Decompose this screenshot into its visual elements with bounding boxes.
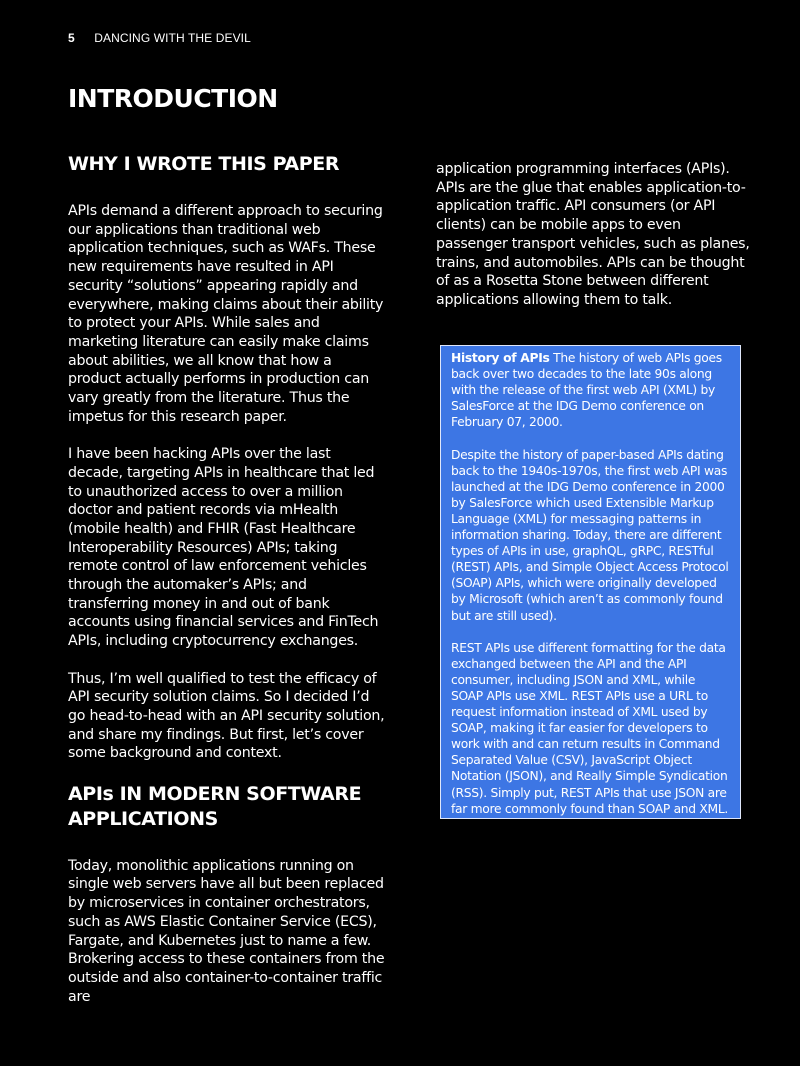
paragraph: application programming interfaces (APIs). APIs are the glue that enables application-to-application traffic. API consumers (or API clients) can be mobile apps to even passenger transport vehicles, such as planes, trains, and automobiles. APIs can be thought of as a Rosetta Stone between different applications allowing them to talk. [436, 161, 750, 308]
running-title: DANCING WITH THE DEVIL [94, 31, 251, 45]
paragraph: Thus, I’m well qualified to test the efficacy of API security solution claims. So I decided I’d go head-to-head with an API security solution, and share my findings. But first, let’s cover some background and context. [68, 670, 385, 762]
right-column [436, 152, 754, 328]
heading-apis-in-modern-software: APIs IN MODERN SOFTWARE APPLICATIONS [68, 782, 362, 830]
left-column [68, 152, 386, 1025]
sidebar-paragraph: REST APIs use different formatting for the data exchanged between the API and the API consumer, including JSON and XML, while SOAP APIs use XML. REST APIs use a URL to request information instead of XML used by SOAP, making it far easier for developers to work with and can return results in Command Separated Value (CSV), JavaScript Object Notation (JSON), and Really Simple Syndication (RSS). Simply put, REST APIs that use JSON are far more commonly found than SOAP and XML. [451, 640, 729, 816]
sidebar-intro-text: The history of web APIs goes back over two decades to the late 90s along with the release of the first web API (XML) by SalesForce at the IDG Demo conference on February 07, 2000. [451, 351, 722, 430]
sidebar-intro [451, 350, 730, 430]
sidebar-title: History of APIs [451, 351, 550, 365]
section-title: INTRODUCTION [68, 84, 278, 113]
page-number: 5 [68, 31, 75, 45]
history-of-apis-sidebar [440, 345, 741, 819]
sidebar-paragraph: Despite the history of paper-based APIs dating back to the 1940s-1970s, the first web API was launched at the IDG Demo conference in 2000 by SalesForce which used Extensible Markup Language (XML) for messaging patterns in information sharing. Today, there are different types of APIs in use, graphQL, gRPC, RESTful (REST) APIs, and Simple Object Access Protocol (SOAP) APIs, which were originally developed by Microsoft (which aren’t as commonly found but are still used). [451, 447, 729, 623]
running-header [68, 31, 251, 45]
paragraph: APIs demand a different approach to securing our applications than traditional web application techniques, such as WAFs. These new requirements have resulted in API security “solutions” appearing rapidly and everywhere, making claims about their ability to protect your APIs. While sales and marketing literature can easily make claims about abilities, we all know that how a product actually performs in production can vary greatly from the literature. Thus the impetus for this research paper. [68, 203, 384, 425]
heading-why-i-wrote: WHY I WROTE THIS PAPER [68, 153, 340, 175]
paragraph: Today, monolithic applications running on single web servers have all but been replaced by microservices in container orchestrators, such as AWS Elastic Container Service (ECS), Fargate, and Kubernetes just to name a few. Brokering access to these containers from the outside and also container-to-container traffic are [68, 857, 385, 1005]
paragraph: I have been hacking APIs over the last decade, targeting APIs in healthcare that led to unauthorized access to over a million doctor and patient records via mHealth (mobile health) and FHIR (Fast Healthcare Interoperability Resources) APIs; taking remote control of law enforcement vehicles through the automaker’s APIs; and transferring money in and out of bank accounts using financial services and FinTech APIs, including cryptocurrency exchanges. [68, 446, 379, 650]
